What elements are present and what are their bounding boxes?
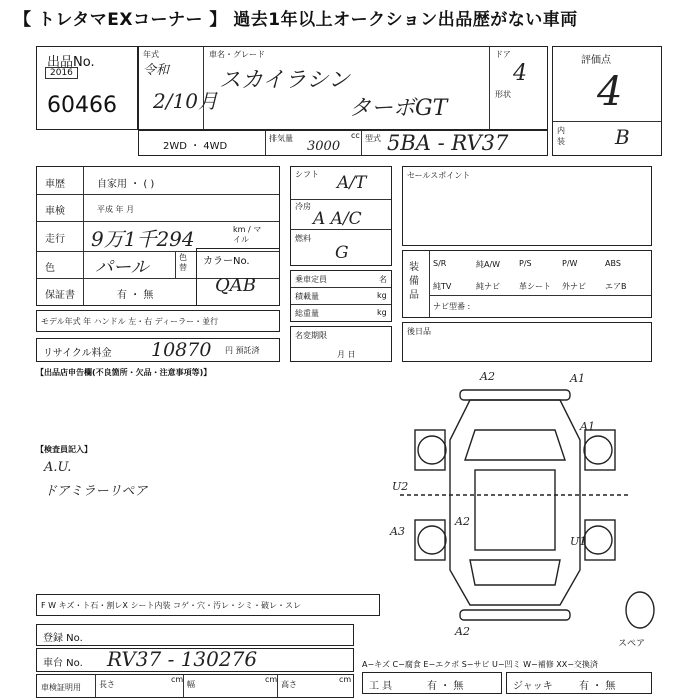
history-value: 自家用 ・ ( ) — [97, 179, 155, 190]
displacement-value: 3000 — [307, 139, 341, 154]
car-name: スカイラシン — [219, 68, 350, 93]
damage-mark: A2 — [455, 515, 470, 528]
equipment-item: 革シート — [519, 282, 551, 291]
lot-number: 60466 — [47, 93, 117, 118]
cert-cm: cm — [171, 675, 184, 684]
grade: ターボGT — [349, 96, 448, 121]
inspection-label: 車検 — [45, 206, 65, 217]
drive-label: 2WD ・ 4WD — [163, 141, 228, 152]
model-year-row-text: モデル年式 年 ハンドル 左・右 ディーラー・並行 — [41, 317, 219, 326]
color-change-label: 色替 — [179, 253, 187, 272]
inspector-line1: A.U. — [44, 460, 72, 475]
model-type-label: 型式 — [365, 134, 381, 143]
fw-row-text: F W キズ・ト石・割レX シート内装 コゲ・穴・汚レ・シミ・破レ・スレ — [41, 601, 302, 610]
shift-label: シフト — [295, 170, 319, 179]
model-type-value: 5BA - RV37 — [387, 131, 509, 155]
warranty-value: 有 ・ 無 — [117, 290, 154, 301]
tools-row — [362, 672, 502, 694]
mileage-value: 9万1千294 — [91, 227, 195, 251]
recycle-value: 10870 — [151, 339, 212, 361]
recycle-row — [36, 338, 280, 362]
score-value: 4 — [597, 69, 623, 115]
capacity-box — [290, 270, 392, 322]
chassis-row — [36, 648, 354, 672]
color-no-box — [196, 248, 280, 306]
cert-height: 高さ — [281, 680, 297, 689]
equipment-item: P/W — [562, 259, 578, 268]
cert-row — [36, 674, 354, 698]
cert-label: 車検証明用 — [41, 683, 81, 692]
banner — [0, 0, 700, 34]
chassis-value: RV37 - 130276 — [107, 647, 258, 671]
header-main — [138, 46, 548, 130]
damage-mark: A1 — [580, 420, 595, 433]
fw-row — [36, 594, 380, 616]
legend: A−キズ C−腐食 E−エクボ S−サビ U−凹ミ W−補修 XX−交換済 — [362, 660, 598, 669]
load-unit: kg — [377, 291, 387, 300]
rear-right-wheel — [584, 526, 612, 554]
car-body-outline — [450, 400, 580, 605]
change-box — [290, 326, 392, 362]
name-grade-label: 車名・グレード — [209, 50, 265, 59]
navi-label: ナビ型番 : — [433, 302, 471, 311]
header-row2 — [138, 130, 548, 156]
damage-mark: A3 — [390, 525, 405, 538]
load-label: 積載量 — [295, 292, 319, 301]
sales-label: セールスポイント — [407, 171, 471, 180]
jack-row — [506, 672, 652, 694]
tools-value: 有 ・ 無 — [427, 681, 464, 692]
windshield — [465, 430, 565, 460]
rear-left-wheel — [418, 526, 446, 554]
capacity-label: 乗車定員 — [295, 275, 327, 284]
capacity-unit: 名 — [379, 275, 387, 284]
fuel-value: G — [335, 243, 349, 263]
later-box — [402, 322, 652, 362]
cert-cm: cm — [265, 675, 278, 684]
equipment-row-2 — [433, 279, 649, 295]
roof — [475, 470, 555, 550]
equipment-item: 外ナビ — [562, 282, 586, 291]
displacement-unit: cc — [351, 131, 360, 140]
sales-box — [402, 166, 652, 246]
model-year-label: 年式 — [143, 50, 159, 59]
displacement-label: 排気量 — [269, 134, 293, 143]
later-label: 後日品 — [407, 327, 431, 336]
equipment-item: S/R — [433, 259, 447, 268]
shape-label: 形状 — [495, 90, 511, 99]
color-no-label: カラーNo. — [203, 256, 250, 267]
year-tag: 2016 — [45, 67, 78, 79]
register-label: 登録 No. — [43, 633, 83, 644]
score-label: 評価点 — [581, 55, 611, 66]
damage-mark: A1 — [570, 372, 585, 385]
front-bumper — [460, 390, 570, 400]
color-no-value: QAB — [215, 275, 256, 296]
recycle-unit: 円 預託済 — [225, 346, 260, 355]
register-row — [36, 624, 354, 646]
spec-box — [290, 166, 392, 266]
spare-label: スペア — [618, 639, 646, 649]
door-label: ドア — [495, 50, 511, 59]
lot-box — [36, 46, 138, 130]
inspector-label: 【検査員記入】 — [36, 445, 92, 454]
inspection-value: 平成 年 月 — [97, 205, 135, 214]
warranty-label: 保証書 — [45, 290, 75, 301]
equipment-item: 純TV — [433, 282, 452, 291]
chassis-label: 車台 No. — [43, 658, 83, 669]
car-damage-diagram — [380, 370, 680, 640]
jack-label: ジャッキ — [513, 681, 553, 692]
equipment-item: ABS — [605, 259, 621, 268]
color-label: 色 — [45, 263, 55, 274]
interior-value: B — [615, 125, 630, 149]
equipment-item: P/S — [519, 259, 532, 268]
color-value: パール — [95, 257, 149, 278]
gross-unit: kg — [377, 308, 387, 317]
spare-tire — [626, 592, 654, 628]
shift-value: A/T — [337, 173, 367, 193]
model-year-value: 2/10月 — [153, 89, 218, 113]
recycle-label: リサイクル料金 — [43, 348, 112, 359]
equipment-item: 純A/W — [476, 260, 501, 269]
history-label: 車歴 — [45, 179, 65, 190]
equipment-box — [402, 250, 652, 318]
interior-label: 内装 — [557, 126, 565, 146]
lot-label: 出品No. — [47, 55, 95, 70]
ac-value: A A/C — [313, 209, 362, 229]
model-year-row — [36, 310, 280, 332]
change-unit: 月 日 — [337, 350, 356, 359]
cert-width: 幅 — [187, 680, 195, 689]
ac-label: 冷房 — [295, 202, 311, 211]
inspector-line2: ドアミラーリペア — [44, 484, 148, 499]
front-right-wheel — [584, 436, 612, 464]
equipment-row-1 — [433, 257, 649, 273]
equipment-item: 純ナビ — [476, 282, 500, 291]
gross-label: 総重量 — [295, 309, 319, 318]
damage-mark: U1 — [570, 535, 587, 548]
mileage-units: km / マイル — [233, 225, 262, 244]
notes-label: 【出品店申告欄(不良箇所・欠品・注意事項等)】 — [36, 368, 212, 377]
cert-cm: cm — [339, 675, 352, 684]
fuel-label: 燃料 — [295, 234, 311, 243]
cert-length: 長さ — [99, 680, 115, 689]
front-left-wheel — [418, 436, 446, 464]
rear-bumper — [460, 610, 570, 620]
score-box — [552, 46, 662, 156]
equipment-label: 装備品 — [409, 262, 419, 301]
damage-mark: A2 — [480, 370, 495, 383]
tools-label: 工 具 — [369, 681, 393, 692]
mileage-label: 走行 — [45, 234, 65, 245]
damage-mark: A2 — [455, 625, 470, 638]
door-value: 4 — [513, 61, 527, 86]
change-label: 名変期限 — [295, 331, 327, 340]
banner-text: 【 トレタマEXコーナー 】 過去1年以上オークション出品歴がない車両 — [14, 10, 578, 30]
equipment-item: エアB — [605, 282, 627, 291]
model-year-era: 令和 — [143, 63, 170, 78]
jack-value: 有 ・ 無 — [579, 681, 616, 692]
rear-window — [470, 560, 560, 585]
damage-mark: U2 — [392, 480, 409, 493]
